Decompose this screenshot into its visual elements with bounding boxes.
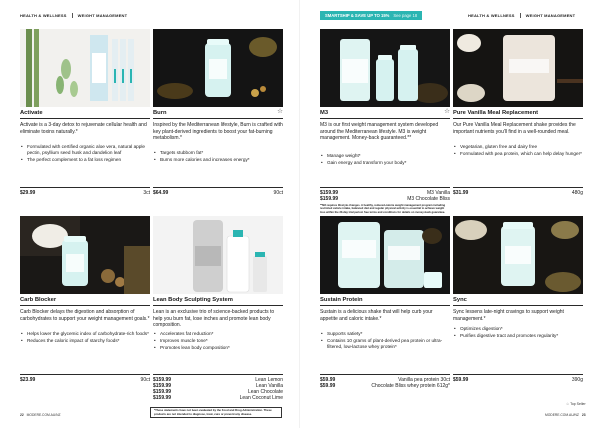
- brand-url[interactable]: MODERE.COM.AU/NZ: [545, 413, 579, 417]
- right-page-footer: [545, 413, 589, 417]
- variant: Vanilla pea protein 30ct: [398, 377, 450, 383]
- benefit-item: • Formulated with pea protein, which can help delay hunger*: [453, 151, 583, 157]
- product-description: Inspired by the Mediterranean lifestyle, Burn is crafted with key plant-derived ingredients to boost your fat-burning metabolism.*: [153, 122, 283, 142]
- product-title: M3: [320, 110, 329, 116]
- price-row: [153, 395, 283, 401]
- size: 90ct: [273, 190, 283, 196]
- smartship-promo-banner[interactable]: [320, 11, 422, 20]
- product-title: Sync: [453, 297, 467, 303]
- category-label: WEIGHT MANAGEMENT: [77, 13, 128, 18]
- price-row: [453, 190, 583, 196]
- benefit-item: • Manage weight*: [320, 153, 450, 159]
- product-benefits: [153, 150, 283, 164]
- variant: M3 Vanilla: [427, 190, 450, 196]
- benefit-item: • Purifies digestive tract and promotes regularity*: [453, 333, 583, 339]
- section-label: HEALTH & WELLNESS: [20, 13, 67, 18]
- price-row: [20, 190, 150, 196]
- benefit-item: • Burns more calories and increases energy*: [153, 157, 283, 163]
- benefit-item: • Helps lower the glycemic index of carbohydrate-rich foods*: [20, 331, 150, 337]
- product-benefits: [20, 144, 150, 164]
- vanilla-meal-photo: [453, 29, 583, 107]
- benefit-item: • Supports satiety*: [320, 331, 450, 337]
- m3-footnote: **M3 requires lifestyle changes. A healthy, reduced-calorie weight management program including restricted calorie intake, balanced diet and regular physical activity is essential to achieve weight loss within the 30-day trial period. See terms and conditions for details on money-back guarantee.: [320, 204, 446, 214]
- benefit-item: • Improves muscle tone*: [153, 338, 283, 344]
- price: $29.99: [20, 190, 36, 196]
- price-row: [320, 196, 450, 202]
- brand-url[interactable]: MODERE.COM.AU/NZ: [26, 413, 61, 417]
- product-title: Carb Blocker: [20, 297, 57, 303]
- sync-photo: [453, 216, 583, 294]
- product-description: Carb Blocker delays the digestion and absorption of carbohydrates to support your weight management goals.*: [20, 309, 150, 322]
- promo-text: SMARTSHIP & SAVE UP TO 15%: [325, 13, 390, 18]
- product-benefits: [320, 331, 450, 351]
- price: $159.99: [153, 383, 172, 389]
- price: $59.99: [453, 377, 469, 383]
- benefit-item: • Promotes lean body composition*: [153, 345, 283, 351]
- product-benefits: [20, 331, 150, 345]
- right-page-header: [468, 13, 575, 18]
- price-row: [453, 377, 583, 383]
- product-benefits: [320, 153, 450, 167]
- benefit-item: • Vegetarian, gluten free and dairy free: [453, 144, 583, 150]
- product-benefits: [153, 331, 283, 352]
- benefit-item: • Contains 10 grams of plant-derived pea protein or ultra-filtered, low-lactose whey protein*: [320, 338, 450, 350]
- sustain-photo: [320, 216, 450, 294]
- price: $31.99: [453, 190, 469, 196]
- lean-body-photo: [153, 216, 283, 294]
- price-row: [20, 377, 150, 383]
- variant: M3 Chocolate Bliss: [407, 196, 450, 202]
- variant: Lean Lemon: [255, 377, 283, 383]
- fda-disclaimer: *These statements have not been evaluated by the Food and Drug Administration. These products are not intended to diagnose, treat, cure or prevent any disease.: [150, 407, 282, 418]
- benefit-item: • Reduces the caloric impact of starchy foods*: [20, 338, 150, 344]
- price: $159.99: [153, 377, 172, 383]
- benefit-item: • Gain energy and transform your body*: [320, 160, 450, 166]
- size: 390g: [571, 377, 583, 383]
- size: 480g: [571, 190, 583, 196]
- size: 90ct: [140, 377, 150, 383]
- price: $159.99: [153, 395, 172, 401]
- product-description: Our Pure Vanilla Meal Replacement shake provides the important nutrients you'll find in a well-rounded meal.: [453, 122, 576, 135]
- product-title: Burn: [153, 110, 167, 116]
- price: $159.99: [320, 196, 339, 202]
- price: $59.99: [320, 383, 336, 389]
- product-benefits: [453, 144, 583, 158]
- category-label: WEIGHT MANAGEMENT: [525, 13, 576, 18]
- product-description: Sustain is a delicious shake that will help curb your appetite and caloric intake.*: [320, 309, 433, 322]
- price: $23.99: [20, 377, 36, 383]
- product-description: Activate is a 3-day detox to rejuvenate cellular health and eliminate toxins naturally.*: [20, 122, 147, 135]
- product-title: Sustain Protein: [320, 297, 363, 303]
- page-number: 23: [581, 413, 586, 417]
- variant: Chocolate Bliss whey protein 612g*: [371, 383, 450, 389]
- product-description: Sync lessens late-night cravings to support weight management.*: [453, 309, 564, 322]
- top-seller-star-icon: ☆: [277, 108, 283, 115]
- carb-blocker-photo: [20, 216, 150, 294]
- promo-code: See page 18: [393, 13, 418, 18]
- price-row: [320, 383, 450, 389]
- left-page-footer: [20, 413, 61, 417]
- benefit-item: • The perfect complement to a fat loss regimen: [20, 157, 150, 163]
- variant: Lean Chocolate: [247, 389, 283, 395]
- top-seller-legend: [566, 402, 586, 406]
- page-number: 22: [20, 413, 24, 417]
- top-seller-star-icon: ☆: [566, 402, 570, 406]
- benefit-item: • Optimizes digestion*: [453, 326, 583, 332]
- benefit-item: • Targets stubborn fat*: [153, 150, 283, 156]
- burn-photo: [153, 29, 283, 107]
- price: $59.99: [320, 377, 336, 383]
- product-title: Lean Body Sculpting System: [153, 297, 233, 303]
- variant: Lean Coconut Lime: [239, 395, 283, 401]
- product-description: Lean is an exclusive trio of science-backed products to help you burn fat, lose inches and promote lean body composition.: [153, 309, 275, 329]
- left-page-header: [20, 13, 127, 18]
- price: $159.99: [153, 389, 172, 395]
- activate-photo: [20, 29, 150, 107]
- variant: Lean Vanilla: [255, 383, 283, 389]
- product-title: Activate: [20, 110, 43, 116]
- m3-photo: [320, 29, 450, 107]
- price: $64.99: [153, 190, 169, 196]
- product-title: Pure Vanilla Meal Replacement: [453, 110, 539, 116]
- size: 3ct: [143, 190, 150, 196]
- product-description: M3 is our first weight management system developed around the Mediterranean lifestyle. M3 is weight management. Money-back guaranteed.**: [320, 122, 439, 142]
- section-label: HEALTH & WELLNESS: [468, 13, 515, 18]
- top-seller-label: Top Seller: [570, 402, 586, 406]
- benefit-item: • Accelerates fat reduction*: [153, 331, 283, 337]
- top-seller-star-icon: ☆: [444, 108, 450, 115]
- price: $159.99: [320, 190, 339, 196]
- price-row: [153, 190, 283, 196]
- right-page: [300, 0, 600, 428]
- product-benefits: [453, 326, 583, 340]
- benefit-item: • Formulated with certified organic aloe vera, natural apple pectin, psyllium seed husk and dandelion leaf: [20, 144, 150, 156]
